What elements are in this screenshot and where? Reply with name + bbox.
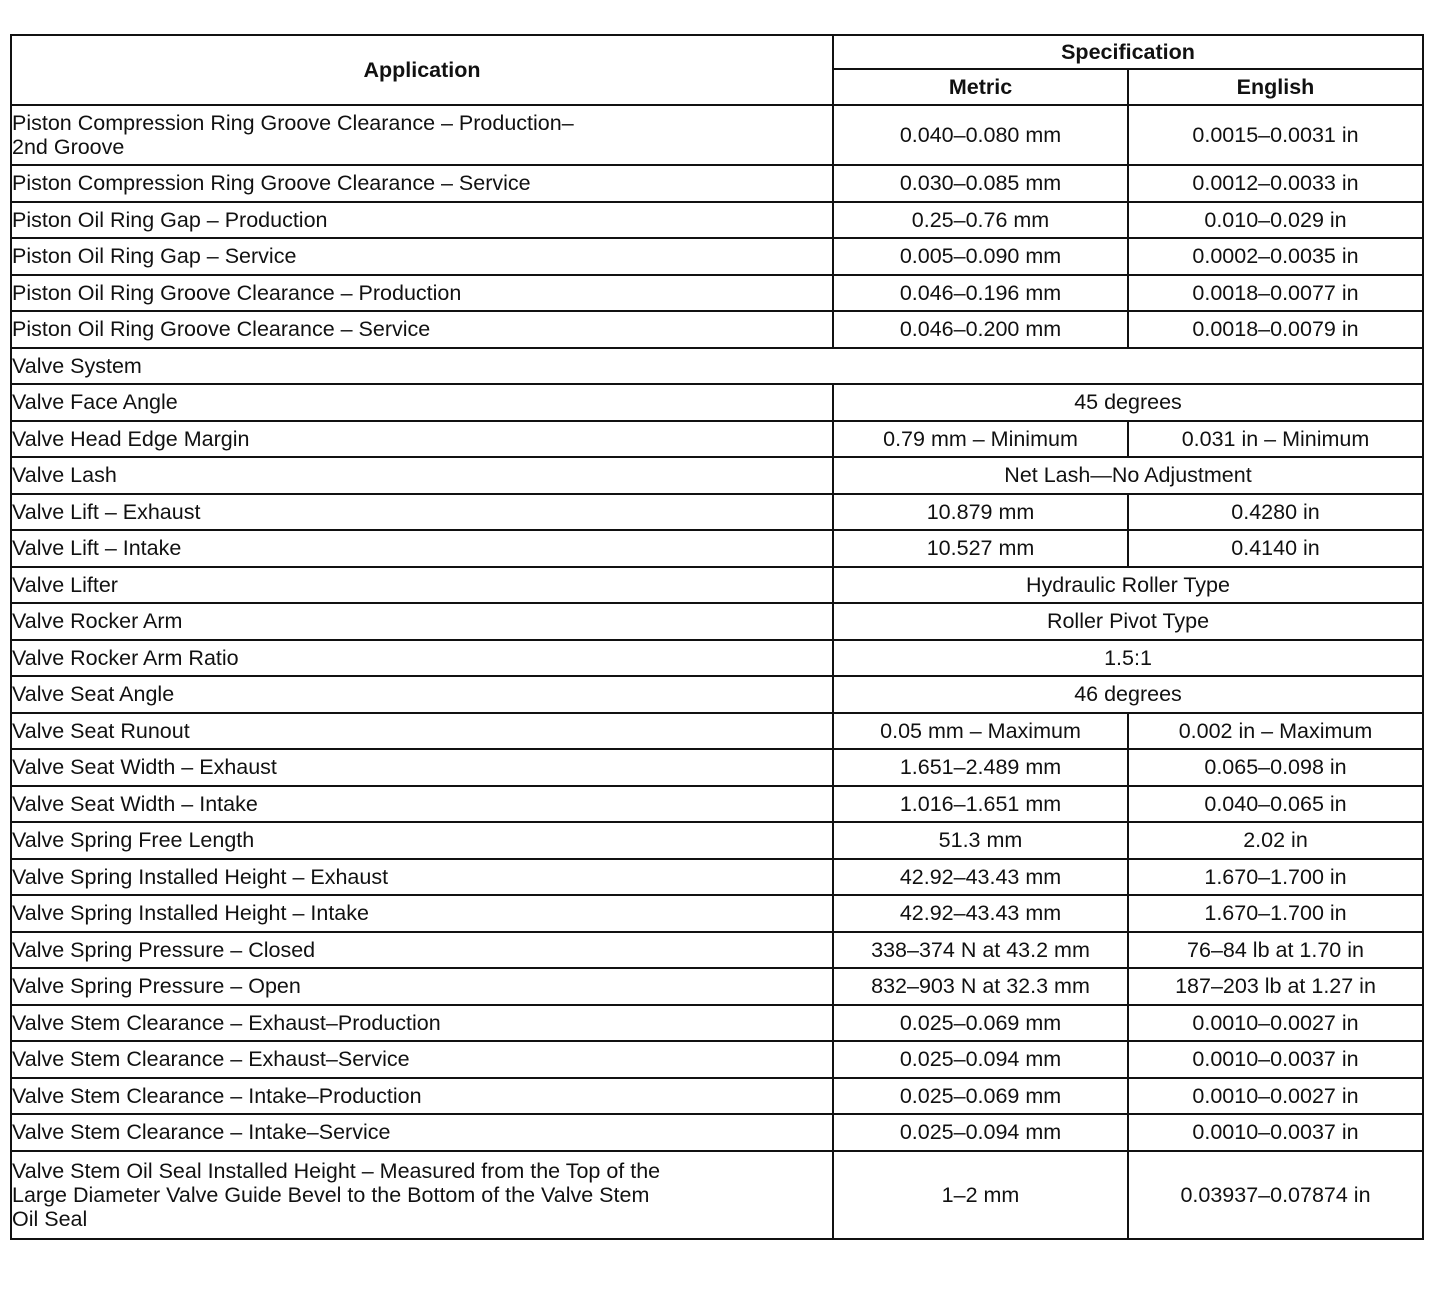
english-header: English — [1128, 69, 1423, 105]
english-cell: 0.010–0.029 in — [1128, 202, 1423, 239]
application-cell: Valve Spring Installed Height – Intake — [11, 895, 833, 932]
table-row — [11, 238, 1423, 275]
specification-table — [10, 34, 1424, 1240]
table-row — [11, 676, 1423, 713]
english-cell: 0.0010–0.0037 in — [1128, 1041, 1423, 1078]
english-cell: 0.0010–0.0027 in — [1128, 1078, 1423, 1115]
table-row — [11, 1005, 1423, 1042]
application-cell: Piston Compression Ring Groove Clearance – Production– 2nd Groove — [11, 105, 833, 165]
metric-cell: 42.92–43.43 mm — [833, 859, 1128, 896]
application-cell: Valve Face Angle — [11, 384, 833, 421]
metric-cell: 0.05 mm – Maximum — [833, 713, 1128, 750]
table-body — [11, 105, 1423, 1239]
application-cell: Valve Spring Free Length — [11, 822, 833, 859]
metric-header: Metric — [833, 69, 1128, 105]
english-cell: 76–84 lb at 1.70 in — [1128, 932, 1423, 969]
application-cell: Valve Spring Pressure – Closed — [11, 932, 833, 969]
table-row — [11, 895, 1423, 932]
table-row — [11, 1041, 1423, 1078]
application-cell: Valve Stem Clearance – Exhaust–Production — [11, 1005, 833, 1042]
metric-cell: 42.92–43.43 mm — [833, 895, 1128, 932]
table-header — [11, 35, 1423, 105]
application-cell: Valve Stem Clearance – Intake–Service — [11, 1114, 833, 1151]
table-row — [11, 421, 1423, 458]
metric-cell: 0.025–0.069 mm — [833, 1078, 1128, 1115]
application-cell: Piston Oil Ring Gap – Production — [11, 202, 833, 239]
metric-cell: 1–2 mm — [833, 1151, 1128, 1239]
metric-cell: 832–903 N at 32.3 mm — [833, 968, 1128, 1005]
specification-cell: 1.5:1 — [833, 640, 1423, 677]
english-cell: 187–203 lb at 1.27 in — [1128, 968, 1423, 1005]
table-row — [11, 530, 1423, 567]
application-cell: Piston Oil Ring Groove Clearance – Service — [11, 311, 833, 348]
application-cell: Valve Stem Clearance – Exhaust–Service — [11, 1041, 833, 1078]
english-cell: 0.0010–0.0027 in — [1128, 1005, 1423, 1042]
application-cell: Piston Compression Ring Groove Clearance – Service — [11, 165, 833, 202]
application-cell: Valve Stem Clearance – Intake–Production — [11, 1078, 833, 1115]
table-row — [11, 786, 1423, 823]
table-row — [11, 457, 1423, 494]
metric-cell: 0.79 mm – Minimum — [833, 421, 1128, 458]
english-cell: 0.0018–0.0079 in — [1128, 311, 1423, 348]
application-cell: Valve Rocker Arm — [11, 603, 833, 640]
section-label: Valve System — [11, 348, 1423, 385]
english-cell: 0.0010–0.0037 in — [1128, 1114, 1423, 1151]
metric-cell: 338–374 N at 43.2 mm — [833, 932, 1128, 969]
english-cell: 0.065–0.098 in — [1128, 749, 1423, 786]
specification-cell: Net Lash—No Adjustment — [833, 457, 1423, 494]
table-row — [11, 932, 1423, 969]
application-cell: Valve Lash — [11, 457, 833, 494]
english-cell: 0.040–0.065 in — [1128, 786, 1423, 823]
english-cell: 0.4140 in — [1128, 530, 1423, 567]
application-cell: Valve Seat Runout — [11, 713, 833, 750]
metric-cell: 0.25–0.76 mm — [833, 202, 1128, 239]
application-header: Application — [11, 35, 833, 105]
table-row — [11, 1151, 1423, 1239]
english-cell: 0.002 in – Maximum — [1128, 713, 1423, 750]
table-row — [11, 603, 1423, 640]
metric-cell: 1.651–2.489 mm — [833, 749, 1128, 786]
metric-cell: 0.005–0.090 mm — [833, 238, 1128, 275]
table-row — [11, 1114, 1423, 1151]
application-cell: Valve Lift – Exhaust — [11, 494, 833, 531]
metric-cell: 0.046–0.200 mm — [833, 311, 1128, 348]
table-row — [11, 1078, 1423, 1115]
metric-cell: 10.879 mm — [833, 494, 1128, 531]
application-cell: Valve Stem Oil Seal Installed Height – Measured from the Top of the Large Diameter Valve Guide Bevel to the Bottom of the Valve Stem Oil Seal — [11, 1151, 833, 1239]
table-row — [11, 275, 1423, 312]
table-row — [11, 640, 1423, 677]
application-cell: Valve Rocker Arm Ratio — [11, 640, 833, 677]
english-cell: 0.0012–0.0033 in — [1128, 165, 1423, 202]
application-cell: Valve Lifter — [11, 567, 833, 604]
specification-cell: 46 degrees — [833, 676, 1423, 713]
table-row — [11, 384, 1423, 421]
application-cell: Valve Spring Installed Height – Exhaust — [11, 859, 833, 896]
english-cell: 0.03937–0.07874 in — [1128, 1151, 1423, 1239]
specification-cell: Roller Pivot Type — [833, 603, 1423, 640]
english-cell: 0.0018–0.0077 in — [1128, 275, 1423, 312]
english-cell: 1.670–1.700 in — [1128, 859, 1423, 896]
table-row — [11, 494, 1423, 531]
metric-cell: 10.527 mm — [833, 530, 1128, 567]
metric-cell: 0.025–0.094 mm — [833, 1041, 1128, 1078]
application-cell: Piston Oil Ring Gap – Service — [11, 238, 833, 275]
specification-header: Specification — [833, 35, 1423, 69]
group-row — [11, 348, 1423, 385]
application-cell: Piston Oil Ring Groove Clearance – Production — [11, 275, 833, 312]
english-cell: 0.4280 in — [1128, 494, 1423, 531]
table-row — [11, 202, 1423, 239]
metric-cell: 0.025–0.094 mm — [833, 1114, 1128, 1151]
table-row — [11, 749, 1423, 786]
english-cell: 2.02 in — [1128, 822, 1423, 859]
table-row — [11, 567, 1423, 604]
english-cell: 0.0002–0.0035 in — [1128, 238, 1423, 275]
table-row — [11, 713, 1423, 750]
application-cell: Valve Spring Pressure – Open — [11, 968, 833, 1005]
metric-cell: 0.040–0.080 mm — [833, 105, 1128, 165]
english-cell: 0.031 in – Minimum — [1128, 421, 1423, 458]
table-row — [11, 105, 1423, 165]
specification-cell: 45 degrees — [833, 384, 1423, 421]
application-cell: Valve Seat Width – Exhaust — [11, 749, 833, 786]
metric-cell: 0.025–0.069 mm — [833, 1005, 1128, 1042]
application-cell: Valve Seat Width – Intake — [11, 786, 833, 823]
metric-cell: 51.3 mm — [833, 822, 1128, 859]
application-cell: Valve Seat Angle — [11, 676, 833, 713]
table-row — [11, 311, 1423, 348]
table-row — [11, 822, 1423, 859]
table-row — [11, 165, 1423, 202]
metric-cell: 0.030–0.085 mm — [833, 165, 1128, 202]
english-cell: 0.0015–0.0031 in — [1128, 105, 1423, 165]
metric-cell: 0.046–0.196 mm — [833, 275, 1128, 312]
table-row — [11, 859, 1423, 896]
table-row — [11, 968, 1423, 1005]
specification-cell: Hydraulic Roller Type — [833, 567, 1423, 604]
metric-cell: 1.016–1.651 mm — [833, 786, 1128, 823]
english-cell: 1.670–1.700 in — [1128, 895, 1423, 932]
application-cell: Valve Lift – Intake — [11, 530, 833, 567]
application-cell: Valve Head Edge Margin — [11, 421, 833, 458]
